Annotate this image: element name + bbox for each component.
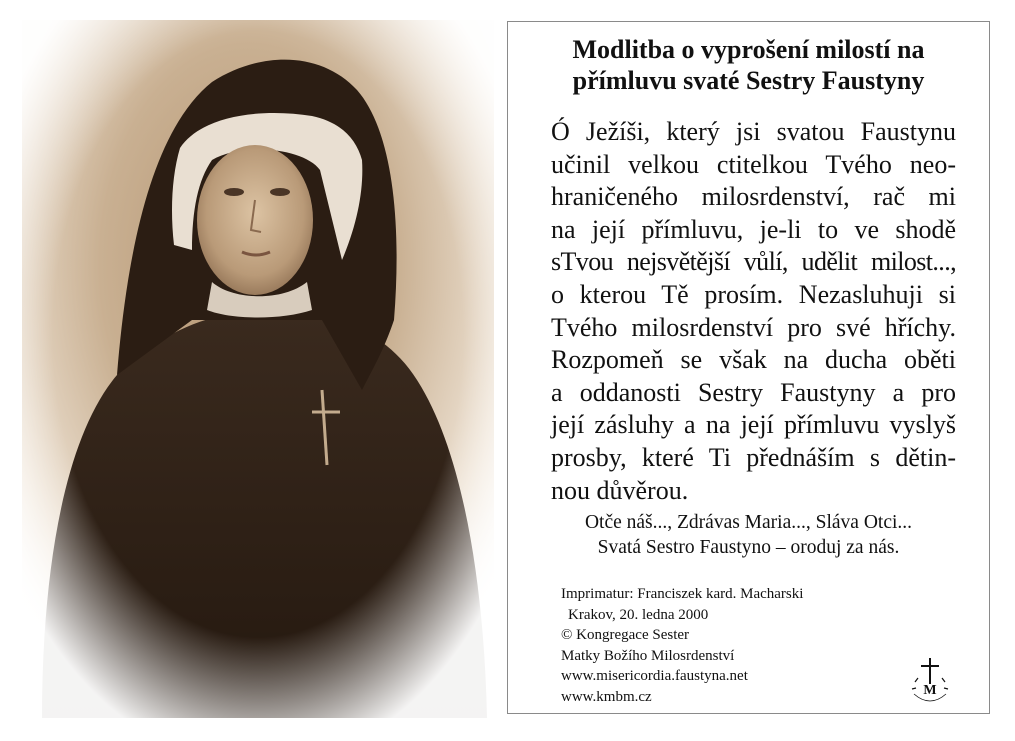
prayer-line: sTvou nejsvětější vůlí, udělit milost..., — [551, 247, 956, 277]
imprint-block — [561, 584, 881, 707]
imprint-line: Imprimatur: Franciszek kard. Macharski — [561, 586, 804, 602]
title-line: Modlitba o vyprošení milostí na — [572, 35, 925, 64]
logo-letter: M — [923, 683, 937, 698]
prayer-line: prosby, které Ti přednáším s dětin- — [551, 442, 956, 472]
imprint-line: Matky Božího Milosrdenství — [561, 647, 735, 664]
prayer-line: její zásluhy a na její přímluvu vyslyš — [551, 410, 956, 440]
card-title — [508, 34, 989, 96]
prayer-line: hraničeného milosrdenství, rač mi — [551, 182, 956, 212]
short-prayer-line: Otče náš..., Zdrávas Maria..., Sláva Otci... — [584, 512, 913, 533]
prayer-line: Tvého milosrdenství pro své hříchy. — [551, 312, 956, 342]
prayer-line: Rozpomeň se však na ducha oběti — [551, 345, 956, 375]
imprint-line: Krakov, 20. ledna 2000 — [568, 606, 709, 623]
prayer-line: a oddanosti Sestry Faustyny a pro — [551, 377, 956, 407]
short-prayers — [508, 510, 989, 560]
prayer-line: nou důvěrou. — [551, 475, 689, 505]
prayer-line: Ó Ježíši, který jsi svatou Faustynu — [551, 117, 956, 146]
prayer-line: učinil velkou ctitelkou Tvého neo- — [551, 149, 956, 179]
portrait-illustration — [22, 20, 494, 718]
imprint-line: © Kongregace Sester — [561, 627, 690, 643]
portrait-photo — [22, 20, 494, 718]
prayer-line: o kterou Tě prosím. Nezasluhuji si — [551, 279, 956, 309]
website-link[interactable]: www.kmbm.cz — [561, 688, 652, 705]
prayer-card — [507, 21, 990, 714]
website-link[interactable]: www.misericordia.faustyna.net — [561, 668, 748, 684]
prayer-text — [551, 116, 956, 507]
short-prayer-line: Svatá Sestro Faustyno – oroduj za nás. — [597, 537, 900, 558]
cross-emblem-icon — [909, 656, 951, 706]
title-line: přímluvu svaté Sestry Faustyny — [572, 66, 925, 95]
prayer-line: na její přímluvu, je-li to ve shodě — [551, 214, 956, 244]
